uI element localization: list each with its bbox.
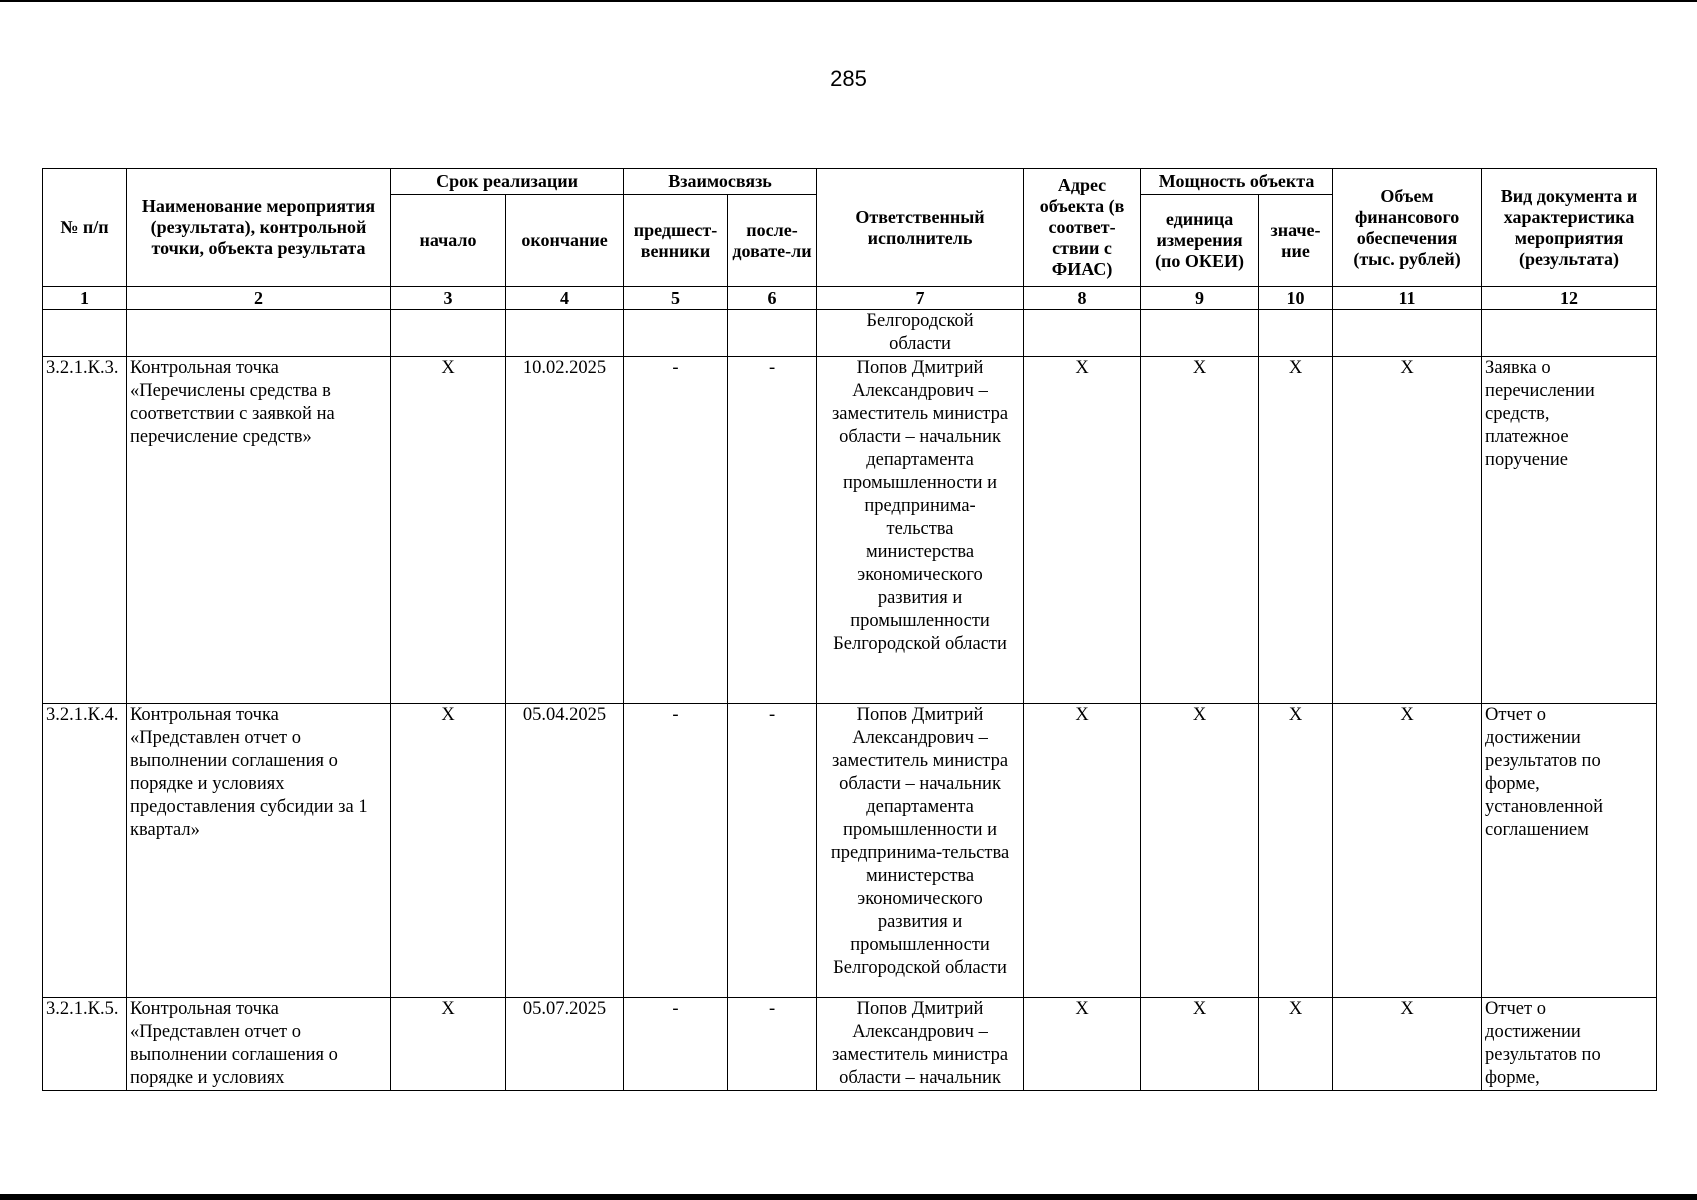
row-doc: Отчет о достижении результатов по форме, — [1482, 998, 1657, 1091]
column-number: 10 — [1259, 287, 1333, 310]
column-number: 2 — [127, 287, 391, 310]
header-link-prev: предшест-венники — [624, 195, 728, 287]
row-prev: - — [624, 704, 728, 998]
column-number: 5 — [624, 287, 728, 310]
row-address: X — [1024, 357, 1141, 704]
row-unit: X — [1141, 704, 1259, 998]
row-next: - — [728, 998, 817, 1091]
row-unit: X — [1141, 357, 1259, 704]
row-doc: Заявка о перечислении средств, платежное поручение — [1482, 357, 1657, 704]
row-name — [127, 310, 391, 357]
row-responsible: Белгородской области — [817, 310, 1024, 357]
row-end — [506, 310, 624, 357]
row-code: 3.2.1.К.4. — [43, 704, 127, 998]
row-name: Контрольная точка «Представлен отчет о выполнении соглашения о порядке и условиях — [127, 998, 391, 1091]
row-value — [1259, 310, 1333, 357]
header-term: Срок реализации — [391, 169, 624, 195]
row-name: Контрольная точка «Представлен отчет о выполнении соглашения о порядке и условиях предоставления субсидии за 1 квартал» — [127, 704, 391, 998]
row-address: X — [1024, 704, 1141, 998]
row-finance — [1333, 310, 1482, 357]
row-finance: X — [1333, 704, 1482, 998]
row-value: X — [1259, 998, 1333, 1091]
row-name: Контрольная точка «Перечислены средства в соответствии с заявкой на перечисление средств» — [127, 357, 391, 704]
column-number: 1 — [43, 287, 127, 310]
row-end: 10.02.2025 — [506, 357, 624, 704]
column-number: 3 — [391, 287, 506, 310]
header-responsible: Ответственный исполнитель — [817, 169, 1024, 287]
column-number: 12 — [1482, 287, 1657, 310]
row-code: 3.2.1.К.5. — [43, 998, 127, 1091]
page-number: 285 — [830, 66, 867, 91]
row-next: - — [728, 704, 817, 998]
top-border-line — [0, 0, 1697, 2]
row-unit: X — [1141, 998, 1259, 1091]
column-number: 4 — [506, 287, 624, 310]
row-finance: X — [1333, 998, 1482, 1091]
row-start: X — [391, 357, 506, 704]
row-doc: Отчет о достижении результатов по форме, установленной соглашением — [1482, 704, 1657, 998]
row-value: X — [1259, 357, 1333, 704]
row-end: 05.04.2025 — [506, 704, 624, 998]
header-cap-unit: единица измерения (по ОКЕИ) — [1141, 195, 1259, 287]
row-doc — [1482, 310, 1657, 357]
row-unit — [1141, 310, 1259, 357]
row-start: X — [391, 998, 506, 1091]
bottom-border-line — [0, 1194, 1697, 1200]
header-num: № п/п — [43, 169, 127, 287]
header-finance: Объем финансового обеспечения (тыс. рублей) — [1333, 169, 1482, 287]
row-code — [43, 310, 127, 357]
row-value: X — [1259, 704, 1333, 998]
column-number: 8 — [1024, 287, 1141, 310]
row-responsible: Попов Дмитрий Александрович – заместитель министра области – начальник департамента промышленности и предпринима-тельства министерства экономического развития и промышленности Белгородской области — [817, 704, 1024, 998]
row-address: X — [1024, 998, 1141, 1091]
column-number: 7 — [817, 287, 1024, 310]
column-numbers-row — [43, 287, 1657, 310]
row-prev: - — [624, 357, 728, 704]
row-prev: - — [624, 998, 728, 1091]
header-link-next: после-довате-ли — [728, 195, 817, 287]
row-responsible: Попов Дмитрий Александрович – заместитель министра области – начальник департамента промышленности и предпринима-тельства министерства экономического развития и промышленности Белгородской области — [817, 357, 1024, 704]
row-start: X — [391, 704, 506, 998]
table-row — [43, 310, 1657, 357]
header-link: Взаимосвязь — [624, 169, 817, 195]
row-address — [1024, 310, 1141, 357]
row-start — [391, 310, 506, 357]
row-responsible: Попов Дмитрий Александрович – заместитель министра области – начальник — [817, 998, 1024, 1091]
header-doc-type: Вид документа и характеристика мероприятия (результата) — [1482, 169, 1657, 287]
header-cap-value: значе-ние — [1259, 195, 1333, 287]
row-code: 3.2.1.К.3. — [43, 357, 127, 704]
header-capacity: Мощность объекта — [1141, 169, 1333, 195]
column-number: 6 — [728, 287, 817, 310]
row-end: 05.07.2025 — [506, 998, 624, 1091]
row-finance: X — [1333, 357, 1482, 704]
column-number: 11 — [1333, 287, 1482, 310]
table-row — [43, 357, 1657, 704]
header-name: Наименование мероприятия (результата), контрольной точки, объекта результата — [127, 169, 391, 287]
header-term-start: начало — [391, 195, 506, 287]
column-number: 9 — [1141, 287, 1259, 310]
row-next: - — [728, 357, 817, 704]
header-address: Адрес объекта (в соответ-ствии с ФИАС) — [1024, 169, 1141, 287]
table-row — [43, 704, 1657, 998]
row-prev — [624, 310, 728, 357]
row-next — [728, 310, 817, 357]
activity-table — [42, 168, 1657, 1091]
header-term-end: окончание — [506, 195, 624, 287]
table-row — [43, 998, 1657, 1091]
